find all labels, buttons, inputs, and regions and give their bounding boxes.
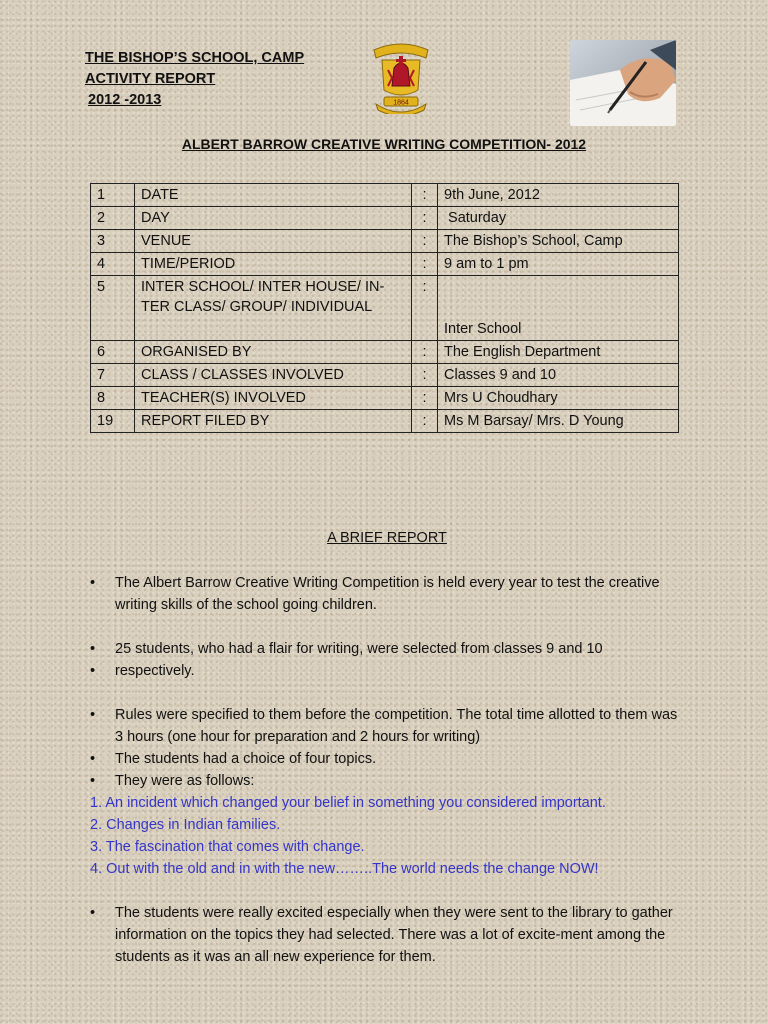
row-separator: : (412, 184, 438, 207)
report-paragraph: • They were as follows: (88, 770, 688, 792)
row-separator: : (412, 276, 438, 341)
table-row (91, 410, 679, 433)
row-value: Ms M Barsay/ Mrs. D Young (438, 410, 679, 433)
row-label: CLASS / CLASSES INVOLVED (135, 364, 412, 387)
row-label: INTER SCHOOL/ INTER HOUSE/ IN-TER CLASS/ GROUP/ INDIVIDUAL (135, 276, 412, 341)
row-separator: : (412, 387, 438, 410)
report-paragraph: • respectively. (88, 660, 688, 682)
school-name: THE BISHOP’S SCHOOL, CAMP (85, 50, 305, 66)
row-label: REPORT FILED BY (135, 410, 412, 433)
row-separator: : (412, 341, 438, 364)
row-separator: : (412, 253, 438, 276)
row-label: VENUE (135, 230, 412, 253)
table-row (91, 276, 679, 341)
row-number: 4 (91, 253, 135, 276)
row-number: 19 (91, 410, 135, 433)
topic-item: 3. The fascination that comes with change. (90, 839, 365, 855)
row-number: 2 (91, 207, 135, 230)
row-label: DAY (135, 207, 412, 230)
row-number: 5 (91, 276, 135, 341)
row-value: Saturday (438, 207, 679, 230)
row-number: 7 (91, 364, 135, 387)
topic-item: 4. Out with the old and in with the new……..The world needs the change NOW! (90, 861, 599, 877)
table-row (91, 207, 679, 230)
row-value: Mrs U Choudhary (438, 387, 679, 410)
report-paragraph: • The students had a choice of four topics. (88, 748, 688, 770)
table-row (91, 341, 679, 364)
report-header (85, 48, 304, 111)
row-separator: : (412, 410, 438, 433)
row-value: Classes 9 and 10 (438, 364, 679, 387)
report-type: ACTIVITY REPORT (85, 71, 216, 87)
row-label: DATE (135, 184, 412, 207)
table-row (91, 387, 679, 410)
report-paragraph: • 25 students, who had a flair for writing, were selected from classes 9 and 10 (88, 638, 688, 660)
row-number: 8 (91, 387, 135, 410)
row-value: 9th June, 2012 (438, 184, 679, 207)
academic-years: 2012 -2013 (88, 92, 162, 108)
row-label: ORGANISED BY (135, 341, 412, 364)
row-separator: : (412, 364, 438, 387)
row-number: 3 (91, 230, 135, 253)
row-number: 6 (91, 341, 135, 364)
row-label: TEACHER(S) INVOLVED (135, 387, 412, 410)
table-row (91, 230, 679, 253)
topic-item: 1. An incident which changed your belief in something you considered important. (90, 795, 606, 811)
row-value: 9 am to 1 pm (438, 253, 679, 276)
row-value: The Bishop’s School, Camp (438, 230, 679, 253)
row-label: TIME/PERIOD (135, 253, 412, 276)
report-paragraph: • The students were really excited especially when they were sent to the library to gather information on the topics they had selected. There was a lot of excite-ment among the students as it was an all new experience for them. (88, 902, 688, 968)
svg-text:1864: 1864 (393, 99, 409, 107)
row-number: 1 (91, 184, 135, 207)
competition-title: ALBERT BARROW CREATIVE WRITING COMPETITION- 2012 (181, 136, 587, 152)
table-row (91, 184, 679, 207)
table-row (91, 364, 679, 387)
row-separator: : (412, 230, 438, 253)
brief-report-heading: A BRIEF REPORT (327, 530, 447, 546)
report-paragraph: • The Albert Barrow Creative Writing Competition is held every year to test the creative writing skills of the school going children. (88, 572, 688, 616)
row-value: The English Department (438, 341, 679, 364)
report-paragraph: • Rules were specified to them before the competition. The total time allotted to them was 3 hours (one hour for preparation and 2 hours for writing) (88, 704, 688, 748)
row-separator: : (412, 207, 438, 230)
row-value: Inter School (438, 276, 679, 341)
writing-hand-photo (570, 40, 676, 126)
topic-item: 2. Changes in Indian families. (90, 817, 281, 833)
school-crest-icon (370, 40, 432, 114)
table-row (91, 253, 679, 276)
report-body (88, 572, 688, 968)
event-details-table (90, 183, 679, 433)
